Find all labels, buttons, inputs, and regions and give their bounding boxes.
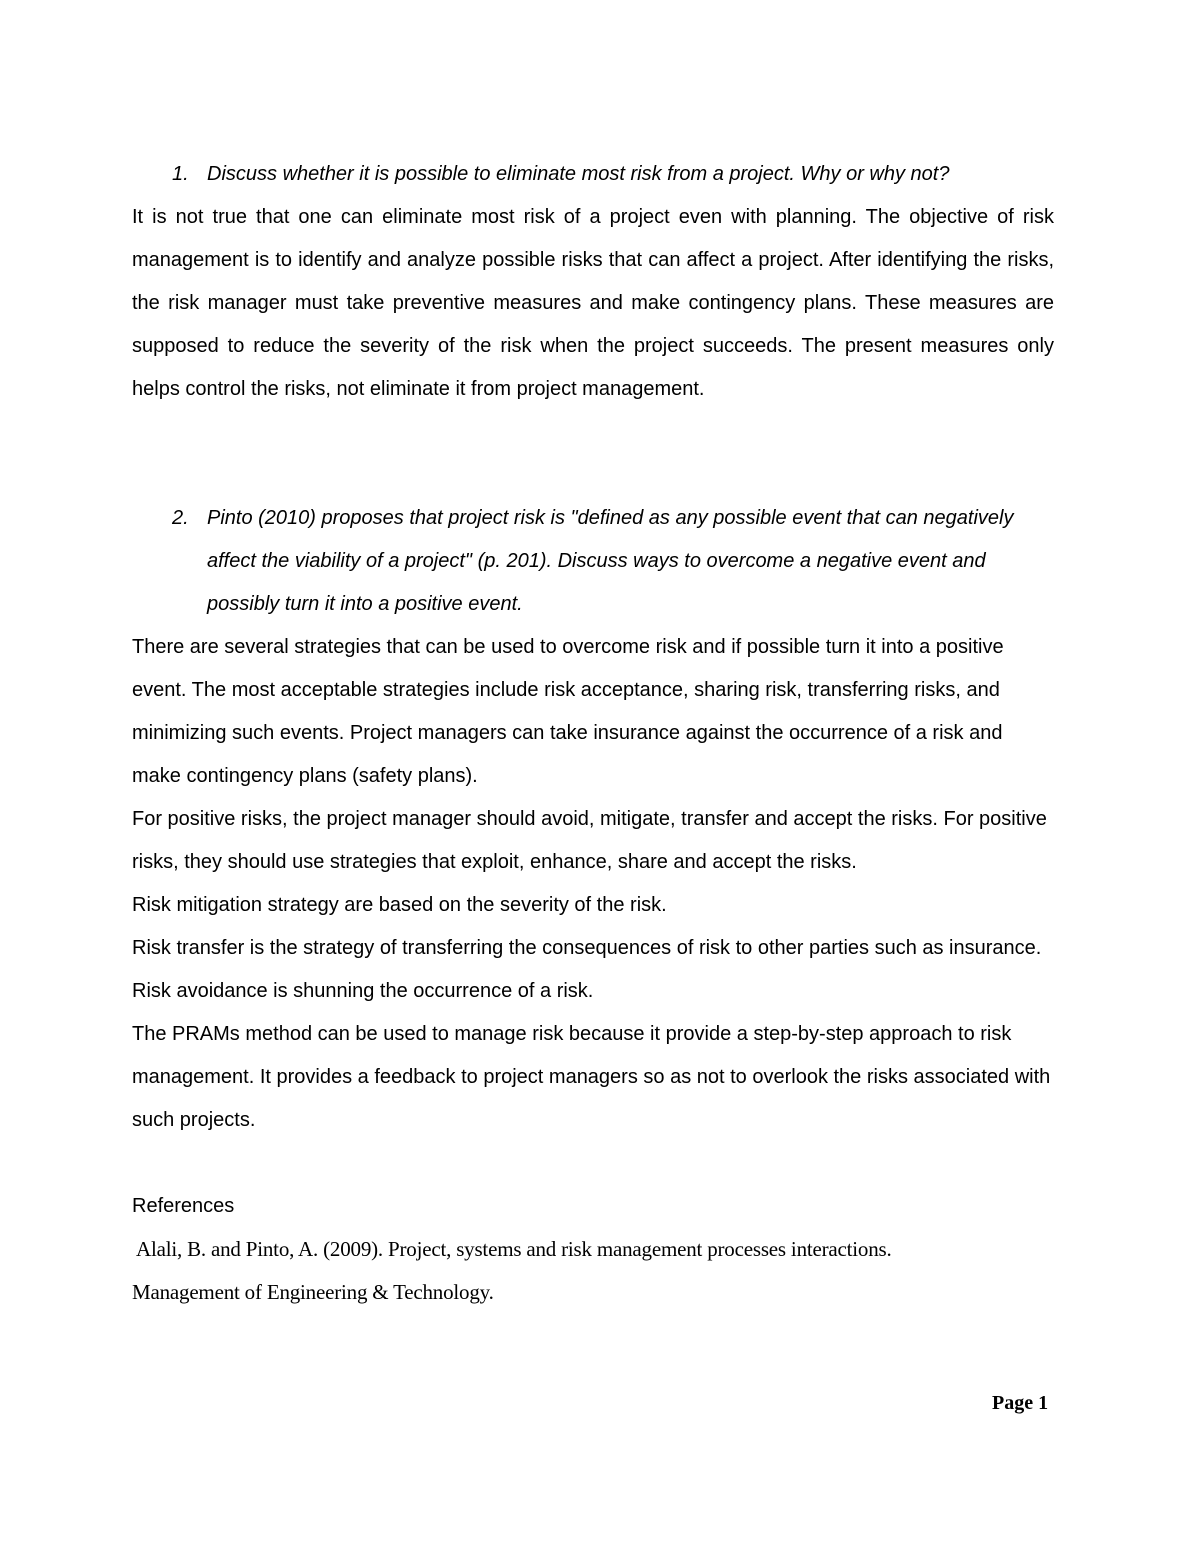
references-spacer [132, 1142, 1054, 1185]
question-1-text: Discuss whether it is possible to eliminate most risk from a project. Why or why not? [207, 163, 950, 185]
answer-2-paragraph-4: Risk transfer is the strategy of transferring the consequences of risk to other parties such as insurance. Risk avoidance is shunning the occurrence of a risk. [132, 937, 1042, 1002]
answer-2-paragraph-3: Risk mitigation strategy are based on the severity of the risk. [132, 894, 667, 916]
answer-2-paragraph-2: For positive risks, the project manager should avoid, mitigate, transfer and accept the risks. For positive risks, they should use strategies that exploit, enhance, share and accept the risks. [132, 808, 1047, 873]
reference-entry-line-1: Alali, B. and Pinto, A. (2009). Project, systems and risk management processes interactions. [136, 1237, 892, 1261]
answer-2-paragraph-5: The PRAMs method can be used to manage risk because it provide a step-by-step approach to risk management. It provides a feedback to project managers so as not to overlook the risks associated with such projects. [132, 1023, 1051, 1131]
page-number: Page 1 [992, 1392, 1049, 1414]
question-2-number: 2. [172, 507, 189, 529]
references-heading: References [132, 1195, 235, 1217]
question-1-number: 1. [172, 163, 189, 185]
question-1 [132, 153, 1054, 196]
answer-2-paragraph-1: There are several strategies that can be used to overcome risk and if possible turn it into a positive event. The most acceptable strategies include risk acceptance, sharing risk, transferring risks, and minimizing such events. Project managers can take insurance against the occurrence of a risk and make contingency plans (safety plans). [132, 636, 1004, 787]
document-body [132, 153, 1054, 1314]
section-spacer [132, 411, 1054, 497]
reference-entry-line-2: Management of Engineering & Technology. [132, 1280, 494, 1304]
question-2-text: Pinto (2010) proposes that project risk is "defined as any possible event that can negatively affect the viability of a project" (p. 201). Discuss ways to overcome a negative event and possibly turn it into a positive event. [207, 507, 1014, 615]
question-2 [132, 497, 1054, 626]
answer-1-paragraph: It is not true that one can eliminate most risk of a project even with planning. The objective of risk management is to identify and analyze possible risks that can affect a project. After identifying the risks, the risk manager must take preventive measures and make contingency plans. These measures are supposed to reduce the severity of the risk when the project succeeds. The present measures only helps control the risks, not eliminate it from project management. [132, 206, 1054, 400]
